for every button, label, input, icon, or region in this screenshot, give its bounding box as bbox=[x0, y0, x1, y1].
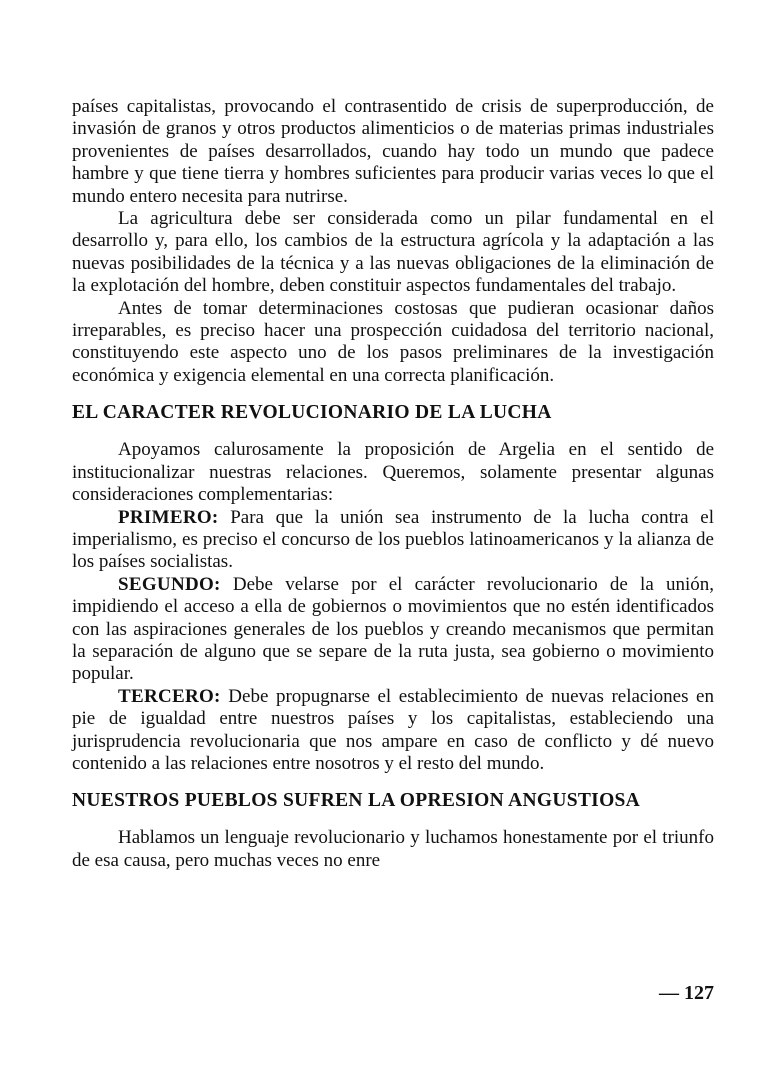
page-body bbox=[72, 96, 714, 872]
paragraph-primero bbox=[72, 507, 714, 574]
segundo-text: Debe velarse por el carácter revolucionario de la unión, impidiendo el acceso a ella de gobiernos o movimientos que no estén identificados con las aspiraciones generales de los pueblos y creando mecanismos que permitan la separación de alguno que se separe de la ruta justa, sea gobierno o movimiento popular. bbox=[72, 573, 714, 685]
section-heading-oppression: NUESTROS PUEBLOS SUFREN LA OPRESION ANGUSTIOSA bbox=[72, 790, 641, 812]
primero-label: PRIMERO: bbox=[118, 506, 219, 528]
paragraph-tercero bbox=[72, 686, 714, 776]
segundo-label: SEGUNDO: bbox=[118, 573, 221, 595]
paragraph-capitalist-countries: países capitalistas, provocando el contrasentido de crisis de superproducción, de invasión de granos y otros productos alimenticios o de materias primas industriales provenientes de países desarrollados, cuando hay todo un mundo que padece hambre y que tiene tierra y hombres suficientes para producir varias veces lo que el mundo entero necesita para nutrirse. bbox=[72, 96, 714, 207]
tercero-label: TERCERO: bbox=[118, 685, 221, 707]
primero-text: Para que la unión sea instrumento de la lucha contra el imperialismo, es preciso el concurso de los pueblos latinoamericanos y la alianza de los países socialistas. bbox=[72, 506, 714, 573]
tercero-text: Debe propugnarse el establecimiento de nuevas relaciones en pie de igualdad entre nuestros países y los capitalistas, estableciendo una jurisprudencia revolucionaria que nos ampare en caso de conflicto y dé nuevo contenido a las relaciones entre nosotros y el resto del mundo. bbox=[72, 685, 714, 774]
paragraph-prospection: Antes de tomar determinaciones costosas que pudieran ocasionar daños irreparables, es preciso hacer una prospección cuidadosa del territorio nacional, constituyendo este aspecto uno de los pasos preliminares de la investigación económica y exigencia elemental en una correcta planificación. bbox=[72, 297, 714, 386]
page-number: — 127 bbox=[659, 982, 714, 1004]
paragraph-segundo bbox=[72, 574, 714, 686]
paragraph-agriculture: La agricultura debe ser considerada como un pilar fundamental en el desarrollo y, para ello, los cambios de la estructura agrícola y la adaptación a las nuevas posibilidades de la técnica y a las nuevas obligaciones de la eliminación de la explotación del hombre, deben constituir aspectos fundamentales del trabajo. bbox=[72, 208, 714, 297]
paragraph-algeria-proposal: Apoyamos calurosamente la proposición de Argelia en el sentido de institucionalizar nuestras relaciones. Queremos, solamente presentar algunas consideraciones complementarias: bbox=[72, 439, 714, 506]
paragraph-revolutionary-language: Hablamos un lenguaje revolucionario y luchamos honestamente por el triunfo de esa causa, pero muchas veces no enre bbox=[72, 827, 714, 871]
section-heading-revolutionary-character: EL CARACTER REVOLUCIONARIO DE LA LUCHA bbox=[72, 402, 552, 424]
